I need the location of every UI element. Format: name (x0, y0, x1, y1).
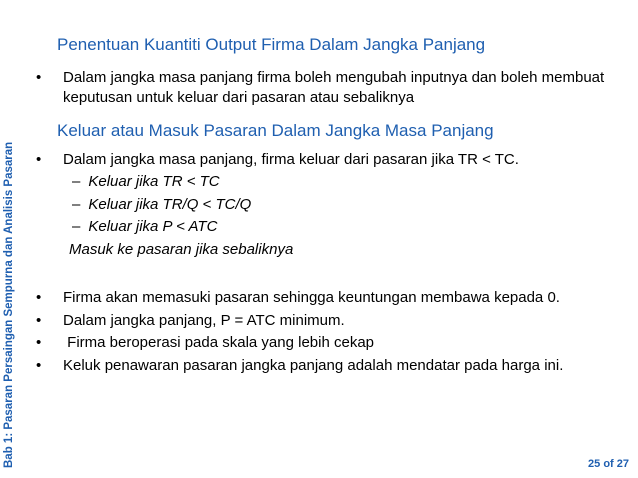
sub-list-item (72, 172, 220, 192)
bullet-icon: • (36, 289, 42, 306)
section-heading-long-run-output: Penentuan Kuantiti Output Firma Dalam Jangka Panjang (57, 35, 486, 54)
bullet-text: Keluk penawaran pasaran jangka panjang adalah mendatar pada harga ini. (63, 357, 564, 374)
sub-item-text: Keluar jika TR/Q < TC/Q (88, 196, 252, 213)
dash-icon: – (72, 196, 81, 213)
list-item (36, 68, 628, 108)
sub-list-item (72, 217, 217, 237)
bullet-text: Firma akan memasuki pasaran sehingga keuntungan membawa kepada 0. (63, 289, 560, 306)
section-heading-exit-entry: Keluar atau Masuk Pasaran Dalam Jangka Masa Panjang (57, 121, 494, 140)
list-item (36, 311, 628, 331)
bullet-text: Dalam jangka panjang, P = ATC minimum. (63, 312, 345, 329)
bullet-icon: • (36, 357, 42, 374)
list-item (36, 333, 628, 353)
bullet-icon: • (36, 312, 42, 329)
sub-item-text: Keluar jika P < ATC (88, 218, 218, 235)
list-item (36, 288, 628, 308)
bullet-icon: • (36, 151, 42, 168)
bullet-icon: • (36, 334, 42, 351)
bullet-text: Dalam jangka masa panjang firma boleh mengubah inputnya dan boleh membuat keputusan untuk keluar dari pasaran atau sebaliknya (63, 69, 605, 106)
bullet-text: Dalam jangka masa panjang, firma keluar dari pasaran jika TR < TC. (63, 151, 519, 168)
entry-note: Masuk ke pasaran jika sebaliknya (69, 241, 294, 258)
list-item (36, 150, 628, 170)
dash-icon: – (72, 218, 81, 235)
sidebar-chapter-label: Bab 1: Pasaran Persaingan Sempurna dan Analisis Pasaran (3, 141, 15, 468)
bullet-icon: • (36, 69, 42, 86)
list-item (36, 356, 628, 376)
sub-item-text: Keluar jika TR < TC (88, 173, 220, 190)
dash-icon: – (72, 173, 81, 190)
sub-list-item (72, 195, 251, 215)
page-number: 25 of 27 (588, 458, 629, 470)
bullet-text: Firma beroperasi pada skala yang lebih cekap (63, 334, 375, 351)
